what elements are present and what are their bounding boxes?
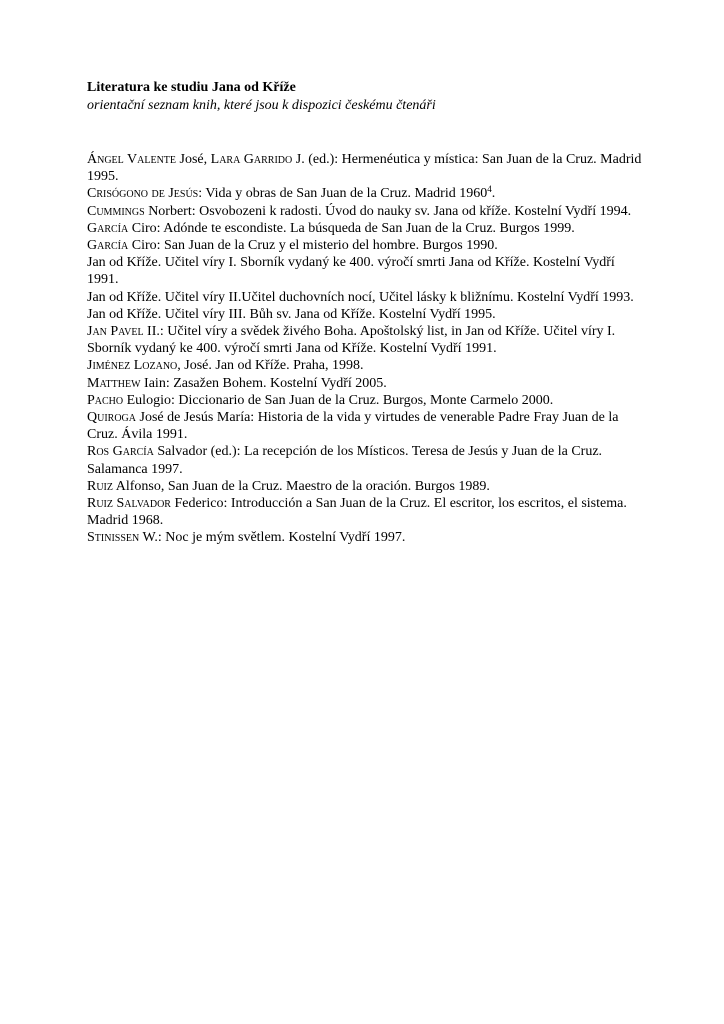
bibliography-entry (87, 529, 642, 546)
document-page (87, 79, 642, 547)
author-name: Jan Pavel II. (87, 324, 160, 340)
entry-text: José, (176, 152, 211, 167)
entry-text: Ciro: Adónde te escondiste. La búsqueda de San Juan de la Cruz. Burgos 1999. (128, 220, 575, 236)
bibliography-entry (87, 220, 642, 237)
author-name: Lara Garrido (210, 152, 293, 167)
entry-text: Salvador (ed.): La recepción de los Místicos. Teresa de Jesús y Juan de la Cruz. Salamanca 1997. (87, 444, 603, 477)
entry-text: Jan od Kříže. Učitel víry III. Bůh sv. Jana od Kříže. Kostelní Vydří 1995. (87, 306, 496, 322)
document-title: Literatura ke studiu Jana od Kříže (87, 80, 296, 95)
entry-text: J. (ed.): Hermenéutica y mística: San Juan de la Cruz. Madrid 1995. (87, 152, 642, 185)
entry-text: . (491, 186, 496, 202)
author-name: Matthew (87, 375, 141, 391)
entry-text: Federico: Introducción a San Juan de la Cruz. El escritor, los escritos, el sistema. Madrid 1968. (87, 496, 627, 529)
entry-text: José de Jesús María: Historia de la vida y virtudes de venerable Padre Fray Juan de la Cruz. Ávila 1991. (87, 410, 619, 443)
bibliography-entry (87, 478, 642, 495)
author-name: Pacho (87, 392, 124, 408)
author-name: Ángel Valente (87, 152, 177, 167)
author-name: Ruiz Salvador (87, 496, 171, 512)
bibliography-entry (87, 185, 642, 202)
bibliography-list (87, 151, 642, 547)
bibliography-entry (87, 409, 642, 443)
author-name: Ros García (87, 444, 154, 460)
author-name: Stinissen (87, 530, 140, 546)
bibliography-entry (87, 375, 642, 392)
bibliography-entry (87, 237, 642, 254)
author-name: García (87, 220, 129, 236)
author-name: Quiroga (87, 410, 136, 426)
bibliography-entry (87, 443, 642, 477)
bibliography-entry (87, 323, 642, 357)
entry-text: : Vida y obras de San Juan de la Cruz. Madrid 1960 (198, 186, 488, 202)
bibliography-entry (87, 357, 642, 374)
author-name: Crisógono de Jesús (87, 186, 199, 202)
entry-text: W.: Noc je mým světlem. Kostelní Vydří 1997. (139, 530, 406, 546)
bibliography-entry (87, 289, 642, 306)
bibliography-entry (87, 203, 642, 220)
entry-text: Alfonso, San Juan de la Cruz. Maestro de la oración. Burgos 1989. (113, 478, 490, 494)
document-subtitle: orientační seznam knih, které jsou k dispozici českému čtenáři (87, 98, 436, 113)
entry-text: Ciro: San Juan de la Cruz y el misterio del hombre. Burgos 1990. (128, 238, 498, 254)
author-name: García (87, 238, 129, 254)
entry-text: Iain: Zasažen Bohem. Kostelní Vydří 2005. (140, 375, 387, 391)
bibliography-entry (87, 306, 642, 323)
bibliography-entry (87, 495, 642, 529)
entry-text: Eulogio: Diccionario de San Juan de la Cruz. Burgos, Monte Carmelo 2000. (123, 392, 554, 408)
entry-text: Jan od Kříže. Učitel víry II.Učitel duchovních nocí, Učitel lásky k bližnímu. Kostelní Vydří 1993. (87, 289, 634, 305)
edition-superscript: 4 (487, 184, 492, 195)
bibliography-entry (87, 392, 642, 409)
bibliography-entry (87, 254, 642, 288)
entry-text: Jan od Kříže. Učitel víry I. Sborník vydaný ke 400. výročí smrti Jana od Kříže. Kostelní Vydří 1991. (87, 255, 615, 288)
entry-text: Norbert: Osvobozeni k radosti. Úvod do nauky sv. Jana od kříže. Kostelní Vydří 1994. (144, 203, 632, 219)
author-name: Jiménez Lozano (87, 358, 178, 374)
entry-text: , José. Jan od Kříže. Praha, 1998. (177, 358, 364, 374)
bibliography-entry (87, 151, 642, 185)
entry-text: : Učitel víry a svědek živého Boha. Apoštolský list, in Jan od Kříže. Učitel víry I. Sborník vydaný ke 400. výročí smrti Jana od Kříže. Kostelní Vydří 1991. (87, 324, 616, 357)
author-name: Cummings (87, 203, 145, 219)
author-name: Ruiz (87, 478, 113, 494)
